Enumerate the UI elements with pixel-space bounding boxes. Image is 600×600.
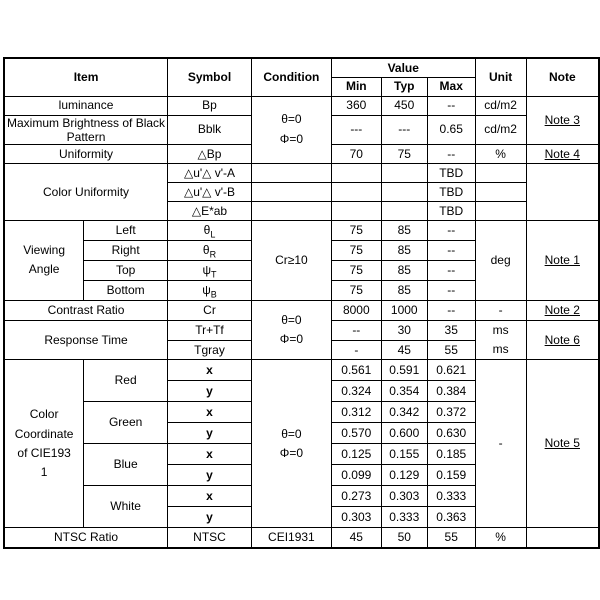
viewing-angle-label-top: Top [84,260,168,280]
ntsc-min: 45 [331,528,381,548]
symbol-subscript: R [209,249,217,260]
condition-phi-line: Φ=0 [279,445,304,460]
viewing-angle-right-min: 75 [331,240,381,260]
note-1-cell [526,220,599,300]
photometric-condition-cell [251,96,331,163]
luminance-typ: 450 [381,96,427,115]
uniformity-item-cell: Uniformity [4,144,168,163]
color-uniformity-max-b: TBD [427,182,475,201]
white-y-typ: 0.333 [381,507,427,528]
white-x-min: 0.273 [331,486,381,507]
color-coordinate-label-red: Red [84,360,168,402]
color-coordinate-label-white: White [84,486,168,528]
ntsc-note-cell [526,528,599,548]
symbol-subscript: B [210,289,217,300]
color-uniformity-note-cell [526,163,599,220]
color-uniformity-symbol-a: △u'△ v'-A [168,163,252,182]
viewing-angle-left-min: 75 [331,220,381,240]
blue-x-min: 0.125 [331,444,381,465]
response-time-unit-line1: ms [492,322,509,337]
contrast-ratio-unit: - [475,300,526,320]
color-coordinate-condition-cell [251,360,331,528]
white-x-max: 0.333 [427,486,475,507]
viewing-angle-label-right: Right [84,240,168,260]
viewing-angle-symbol-right [168,240,252,260]
condition-theta-line: θ=0 [281,112,302,127]
luminance-symbol-cell: Bp [168,96,252,115]
note-5-link[interactable]: Note 5 [544,436,580,451]
condition-phi-line: Φ=0 [279,131,304,146]
green-y-typ: 0.600 [381,423,427,444]
black-pattern-typ: --- [381,115,427,144]
luminance-min: 360 [331,96,381,115]
luminance-item-cell: luminance [4,96,168,115]
viewing-angle-right-typ: 85 [381,240,427,260]
blue-y-typ: 0.129 [381,465,427,486]
color-coordinate-green-y-label: y [168,423,252,444]
black-pattern-item-line1: Maximum Brightness of Black [7,115,166,130]
black-pattern-item-cell [4,115,168,144]
color-coordinate-unit-cell: - [475,360,526,528]
ntsc-condition-cell: CEI1931 [251,528,331,548]
uniformity-min: 70 [331,144,381,163]
spec-table [3,57,600,549]
color-coordinate-item-line2: Coordinate [14,426,74,441]
response-time-item-cell: Response Time [4,320,168,359]
black-pattern-unit: cd/m2 [475,115,526,144]
note-3-link[interactable]: Note 3 [544,112,580,127]
viewing-angle-unit-cell: deg [475,220,526,300]
green-x-max: 0.372 [427,402,475,423]
color-uniformity-min-eab [331,201,381,220]
color-uniformity-condition-b [251,182,331,201]
red-y-min: 0.324 [331,381,381,402]
note-4-cell [526,144,599,163]
ntsc-unit: % [475,528,526,548]
white-y-max: 0.363 [427,507,475,528]
viewing-angle-right-max: -- [427,240,475,260]
color-coordinate-item-line3: of CIE193 [17,445,71,460]
color-uniformity-typ-b [381,182,427,201]
viewing-angle-bottom-min: 75 [331,280,381,300]
color-coordinate-white-y-label: y [168,507,252,528]
note-2-link[interactable]: Note 2 [544,303,580,318]
viewing-angle-top-min: 75 [331,260,381,280]
header-typ: Typ [381,77,427,96]
symbol-base: θ [202,243,210,258]
color-uniformity-typ-eab [381,201,427,220]
color-coordinate-white-x-label: x [168,486,252,507]
color-uniformity-symbol-b: △u'△ v'-B [168,182,252,201]
color-coordinate-red-x-label: x [168,360,252,381]
header-note: Note [526,58,599,96]
response-time-trtf-max: 35 [427,320,475,340]
viewing-angle-label-left: Left [84,220,168,240]
ntsc-symbol-cell: NTSC [168,528,252,548]
response-time-symbol-tgray: Tgray [168,340,252,360]
uniformity-typ: 75 [381,144,427,163]
response-time-unit-cell [475,320,526,359]
color-uniformity-unit-a [475,163,526,182]
viewing-angle-item-line2: Angle [28,262,60,277]
response-time-trtf-typ: 30 [381,320,427,340]
viewing-angle-symbol-left [168,220,252,240]
note-6-link[interactable]: Note 6 [544,332,580,347]
black-pattern-min: --- [331,115,381,144]
viewing-angle-condition-cell: Cr≥10 [251,220,331,300]
viewing-angle-top-max: -- [427,260,475,280]
color-uniformity-max-a: TBD [427,163,475,182]
color-uniformity-item-cell: Color Uniformity [4,163,168,220]
black-pattern-max: 0.65 [427,115,475,144]
condition-theta-line: θ=0 [281,312,302,327]
response-time-tgray-max: 55 [427,340,475,360]
color-coordinate-label-blue: Blue [84,444,168,486]
symbol-base: ψ [202,283,211,298]
color-uniformity-typ-a [381,163,427,182]
color-coordinate-label-green: Green [84,402,168,444]
color-uniformity-max-eab: TBD [427,201,475,220]
ntsc-typ: 50 [381,528,427,548]
viewing-angle-symbol-bottom [168,280,252,300]
luminance-unit: cd/m2 [475,96,526,115]
blue-x-typ: 0.155 [381,444,427,465]
black-pattern-item-line2: Pattern [66,129,106,144]
viewing-angle-left-typ: 85 [381,220,427,240]
header-max: Max [427,77,475,96]
contrast-ratio-min: 8000 [331,300,381,320]
note-4-link[interactable]: Note 4 [544,146,580,161]
viewing-angle-label-bottom: Bottom [84,280,168,300]
response-time-tgray-min: - [331,340,381,360]
color-uniformity-min-a [331,163,381,182]
viewing-angle-bottom-max: -- [427,280,475,300]
color-coordinate-green-x-label: x [168,402,252,423]
color-coordinate-item-line1: Color [29,407,59,422]
viewing-angle-item-cell [4,220,84,300]
red-x-typ: 0.591 [381,360,427,381]
green-y-max: 0.630 [427,423,475,444]
response-condition-cell [251,300,331,359]
uniformity-max: -- [427,144,475,163]
condition-theta-line: θ=0 [281,426,302,441]
note-1-link[interactable]: Note 1 [544,253,580,268]
blue-y-max: 0.159 [427,465,475,486]
note-6-cell [526,320,599,359]
symbol-subscript: L [210,229,216,240]
response-time-tgray-typ: 45 [381,340,427,360]
color-coordinate-blue-y-label: y [168,465,252,486]
green-x-typ: 0.342 [381,402,427,423]
condition-phi-line: Φ=0 [279,332,304,346]
black-pattern-symbol-cell: Bblk [168,115,252,144]
white-x-typ: 0.303 [381,486,427,507]
header-symbol: Symbol [168,58,252,96]
red-y-typ: 0.354 [381,381,427,402]
color-coordinate-blue-x-label: x [168,444,252,465]
header-condition: Condition [251,58,331,96]
symbol-subscript: T [211,269,217,280]
color-uniformity-condition-a [251,163,331,182]
color-uniformity-unit-b [475,182,526,201]
color-uniformity-min-b [331,182,381,201]
response-time-trtf-min: -- [331,320,381,340]
color-coordinate-item-line4: 1 [40,464,48,479]
uniformity-unit: % [475,144,526,163]
green-y-min: 0.570 [331,423,381,444]
color-uniformity-symbol-eab: △E*ab [168,201,252,220]
viewing-angle-symbol-top [168,260,252,280]
header-value: Value [331,58,475,77]
blue-x-max: 0.185 [427,444,475,465]
contrast-ratio-symbol-cell: Cr [168,300,252,320]
green-x-min: 0.312 [331,402,381,423]
header-item: Item [4,58,168,96]
response-time-symbol-trtf: Tr+Tf [168,320,252,340]
viewing-angle-item-line1: Viewing [23,243,66,258]
ntsc-max: 55 [427,528,475,548]
note-3-cell [526,96,599,144]
contrast-ratio-max: -- [427,300,475,320]
color-coordinate-item-cell [4,360,84,528]
red-x-min: 0.561 [331,360,381,381]
response-time-unit-line2: ms [492,342,509,356]
viewing-angle-left-max: -- [427,220,475,240]
red-x-max: 0.621 [427,360,475,381]
symbol-base: ψ [202,263,212,278]
color-uniformity-condition-eab [251,201,331,220]
contrast-ratio-item-cell: Contrast Ratio [4,300,168,320]
blue-y-min: 0.099 [331,465,381,486]
ntsc-item-cell: NTSC Ratio [4,528,168,548]
header-unit: Unit [475,58,526,96]
color-coordinate-red-y-label: y [168,381,252,402]
contrast-ratio-typ: 1000 [381,300,427,320]
note-2-cell [526,300,599,320]
color-uniformity-unit-eab [475,201,526,220]
viewing-angle-top-typ: 85 [381,260,427,280]
viewing-angle-bottom-typ: 85 [381,280,427,300]
symbol-base: θ [203,223,211,238]
note-5-cell [526,360,599,528]
white-y-min: 0.303 [331,507,381,528]
luminance-max: -- [427,96,475,115]
header-min: Min [331,77,381,96]
red-y-max: 0.384 [427,381,475,402]
uniformity-symbol-cell: △Bp [168,144,252,163]
